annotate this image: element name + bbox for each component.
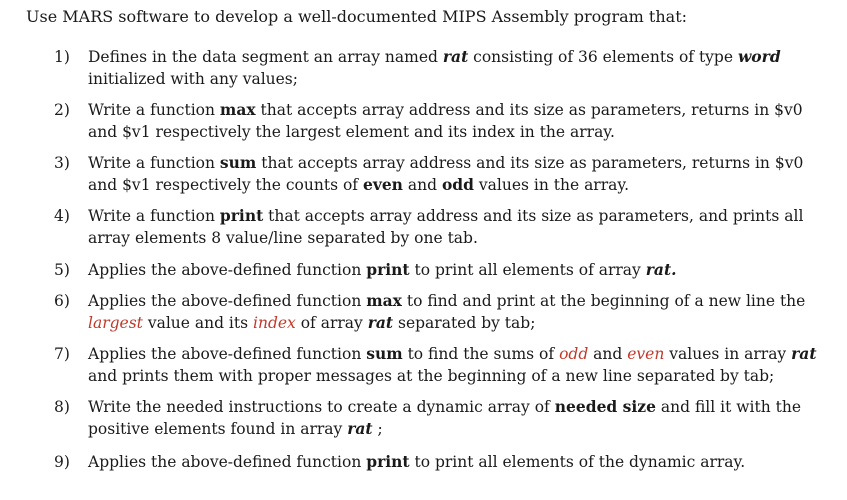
text-run: separated by tab; bbox=[393, 314, 536, 332]
text-run: and fill it with the positive elements found in array bbox=[88, 398, 801, 438]
item-text bbox=[88, 99, 828, 143]
emphasis-text: largest bbox=[88, 314, 143, 332]
intro-text: Use MARS software to develop a well-documented MIPS Assembly program that: bbox=[26, 7, 688, 26]
text-run: and bbox=[588, 345, 628, 363]
item-number: 7) bbox=[54, 345, 70, 363]
text-run: Applies the above-defined function bbox=[88, 292, 367, 310]
text-run: Write a function bbox=[88, 207, 220, 225]
item-number: 9) bbox=[54, 453, 70, 471]
text-run: and bbox=[402, 176, 442, 194]
text-run: that accepts array address and its size as parameters, returns in $v0 and $v1 respectively the largest element and its index in the array. bbox=[88, 101, 803, 141]
emphasis-text: print bbox=[366, 452, 410, 471]
emphasis-text: odd bbox=[559, 345, 589, 363]
item-number: 3) bbox=[54, 154, 70, 172]
emphasis-text: odd bbox=[441, 175, 474, 194]
text-run: values in the array. bbox=[473, 176, 629, 194]
text-run: to find the sums of bbox=[402, 345, 560, 363]
item-number: 5) bbox=[54, 261, 70, 279]
text-run: to print all elements of the dynamic array. bbox=[409, 453, 746, 471]
emphasis-text: index bbox=[253, 314, 296, 332]
item-text bbox=[88, 205, 828, 249]
emphasis-text: max bbox=[219, 100, 256, 119]
text-run: consisting of 36 elements of type bbox=[468, 48, 738, 66]
emphasis-text: rat bbox=[442, 47, 469, 66]
text-run: and prints them with proper messages at the beginning of a new line separated by tab; bbox=[88, 367, 775, 385]
list-item bbox=[54, 152, 834, 196]
list-item bbox=[54, 259, 834, 281]
emphasis-text: even bbox=[627, 345, 665, 363]
text-run: Defines in the data segment an array named bbox=[88, 48, 443, 66]
emphasis-text: word bbox=[737, 47, 781, 66]
item-text bbox=[88, 451, 828, 473]
emphasis-text: rat. bbox=[645, 260, 677, 279]
item-text bbox=[88, 290, 828, 334]
item-number: 6) bbox=[54, 292, 70, 310]
text-run: that accepts array address and its size as parameters, and prints all array elements 8 value/line separated by one tab. bbox=[88, 207, 804, 247]
item-number: 2) bbox=[54, 101, 70, 119]
emphasis-text: even bbox=[362, 175, 403, 194]
item-text bbox=[88, 46, 828, 90]
emphasis-text: print bbox=[219, 206, 264, 225]
list-item bbox=[54, 46, 834, 90]
text-run: ; bbox=[372, 420, 383, 438]
text-run: Write a function bbox=[88, 154, 220, 172]
text-run: Applies the above-defined function bbox=[88, 261, 367, 279]
emphasis-text: rat bbox=[347, 419, 373, 438]
emphasis-text: print bbox=[366, 260, 410, 279]
emphasis-text: rat bbox=[367, 313, 394, 332]
list-item bbox=[54, 290, 834, 334]
text-run: that accepts array address and its size as parameters, returns in $v0 and $v1 respectively the counts of bbox=[88, 154, 804, 194]
emphasis-text: needed size bbox=[554, 397, 656, 416]
item-text bbox=[88, 343, 828, 387]
list-item bbox=[54, 396, 834, 440]
item-number: 8) bbox=[54, 398, 70, 416]
emphasis-text: max bbox=[366, 291, 402, 310]
item-text bbox=[88, 396, 828, 440]
item-number: 1) bbox=[54, 48, 70, 66]
text-run: Applies the above-defined function bbox=[88, 453, 367, 471]
text-run: Write a function bbox=[88, 101, 220, 119]
emphasis-text: rat bbox=[791, 344, 817, 363]
item-text bbox=[88, 259, 828, 281]
emphasis-text: sum bbox=[366, 344, 403, 363]
item-number: 4) bbox=[54, 207, 70, 225]
text-run: of array bbox=[295, 314, 368, 332]
text-run: Write the needed instructions to create a dynamic array of bbox=[88, 398, 555, 416]
list-item bbox=[54, 343, 834, 387]
text-run: value and its bbox=[142, 314, 253, 332]
text-run: Applies the above-defined function bbox=[88, 345, 367, 363]
text-run: to find and print at the beginning of a new line the bbox=[401, 292, 806, 310]
text-run: to print all elements of array bbox=[409, 261, 646, 279]
emphasis-text: sum bbox=[219, 153, 257, 172]
item-text bbox=[88, 152, 828, 196]
list-item bbox=[54, 99, 834, 143]
list-item bbox=[54, 451, 834, 473]
list-item bbox=[54, 205, 834, 249]
text-run: initialized with any values; bbox=[88, 70, 298, 88]
text-run: values in array bbox=[664, 345, 792, 363]
